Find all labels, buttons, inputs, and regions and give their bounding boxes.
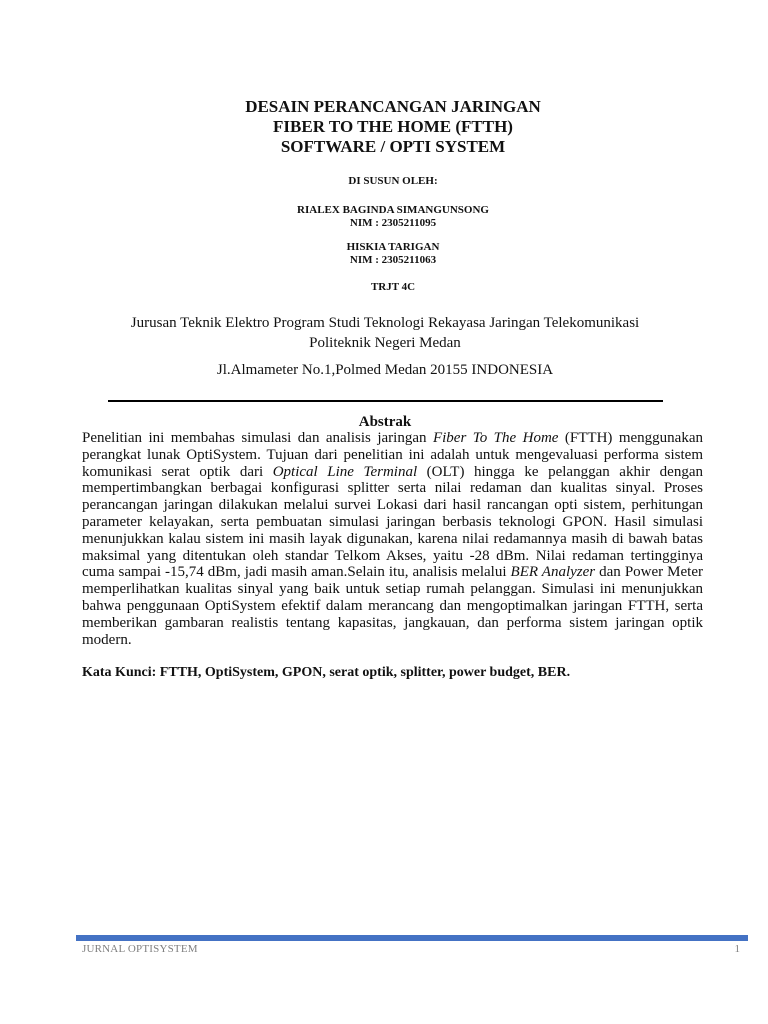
- document-title: [0, 97, 768, 157]
- author-2: [0, 241, 768, 266]
- abstract-emphasis-1: Fiber To The Home: [432, 430, 559, 446]
- footer-bar: [76, 935, 748, 941]
- author-1: [0, 204, 768, 229]
- institution-address: Jl.Almameter No.1,Polmed Medan 20155 INDONESIA: [216, 362, 554, 378]
- abstract-text-1: Penelitian ini membahas simulasi dan analisis jaringan: [82, 430, 433, 446]
- title-line-3: SOFTWARE / OPTI SYSTEM: [280, 137, 506, 156]
- author-1-nim: NIM : 2305211095: [349, 216, 437, 229]
- institution-block: [0, 313, 768, 353]
- footer-journal-name: JURNAL OPTISYSTEM: [82, 943, 198, 955]
- author-1-name: RIALEX BAGINDA SIMANGUNSONG: [297, 204, 489, 216]
- abstract-heading: Abstrak: [358, 414, 412, 430]
- abstract-text-4: dan Power Meter memperlihatkan kualitas sinyal yang baik untuk setiap rumah pelanggan. Simulasi ini menunjukkan bahwa penggunaan OptiSystem efektif dalam merancang dan mengoptimalkan jaringan FTTH, serta memberikan gambaran realistis tentang kapasitas, jangkauan, dan performa sistem jaringan optik modern.: [82, 564, 703, 648]
- keywords: Kata Kunci: FTTH, OptiSystem, GPON, serat optik, splitter, power budget, BER.: [82, 665, 571, 680]
- class-label: TRJT 4C: [370, 281, 416, 293]
- title-line-2: FIBER TO THE HOME (FTTH): [273, 117, 513, 136]
- abstract-emphasis-2: Optical Line Terminal: [272, 463, 418, 480]
- abstract-text-3: (OLT) hingga ke pelanggan akhir dengan mempertimbangkan berbagai konfigurasi splitter serta nilai redaman dan kualitas sinyal. Proses perancangan jaringan dilakukan melalui survei Lokasi dari hasil rancangan opti sistem, perhitungan parameter kelayakan, serta pembuatan simulasi jaringan berbasis teknologi GPON. Hasil simulasi menunjukkan kalau sistem ini masih layak digunakan, karena nilai redamannya masih di bawah batas maksimal yang ditentukan oleh standar Telkom Akses, yaitu -28 dBm. Nilai redaman tertingginya cuma sampai -15,74 dBm, jadi masih aman.Selain itu, analisis melalui: [82, 463, 703, 581]
- author-2-name: HISKIA TARIGAN: [346, 241, 440, 253]
- institution-department: Jurusan Teknik Elektro Program Studi Teknologi Rekayasa Jaringan Telekomunikasi: [130, 315, 640, 331]
- abstract-body: [82, 430, 703, 648]
- title-line-1: DESAIN PERANCANGAN JARINGAN: [245, 97, 541, 116]
- author-2-nim: NIM : 2305211063: [349, 253, 437, 266]
- abstract-text-2: (FTTH) menggunakan perangkat lunak OptiSystem. Tujuan dari penelitian ini adalah untuk mengevaluasi performa sistem komunikasi serat optik dari: [82, 430, 703, 480]
- authors-heading: DI SUSUN OLEH:: [348, 175, 438, 187]
- abstract-emphasis-3: BER Analyzer: [510, 564, 596, 581]
- institution-name: Politeknik Negeri Medan: [309, 335, 461, 351]
- footer-page-number: 1: [734, 943, 740, 955]
- horizontal-divider: [108, 400, 663, 402]
